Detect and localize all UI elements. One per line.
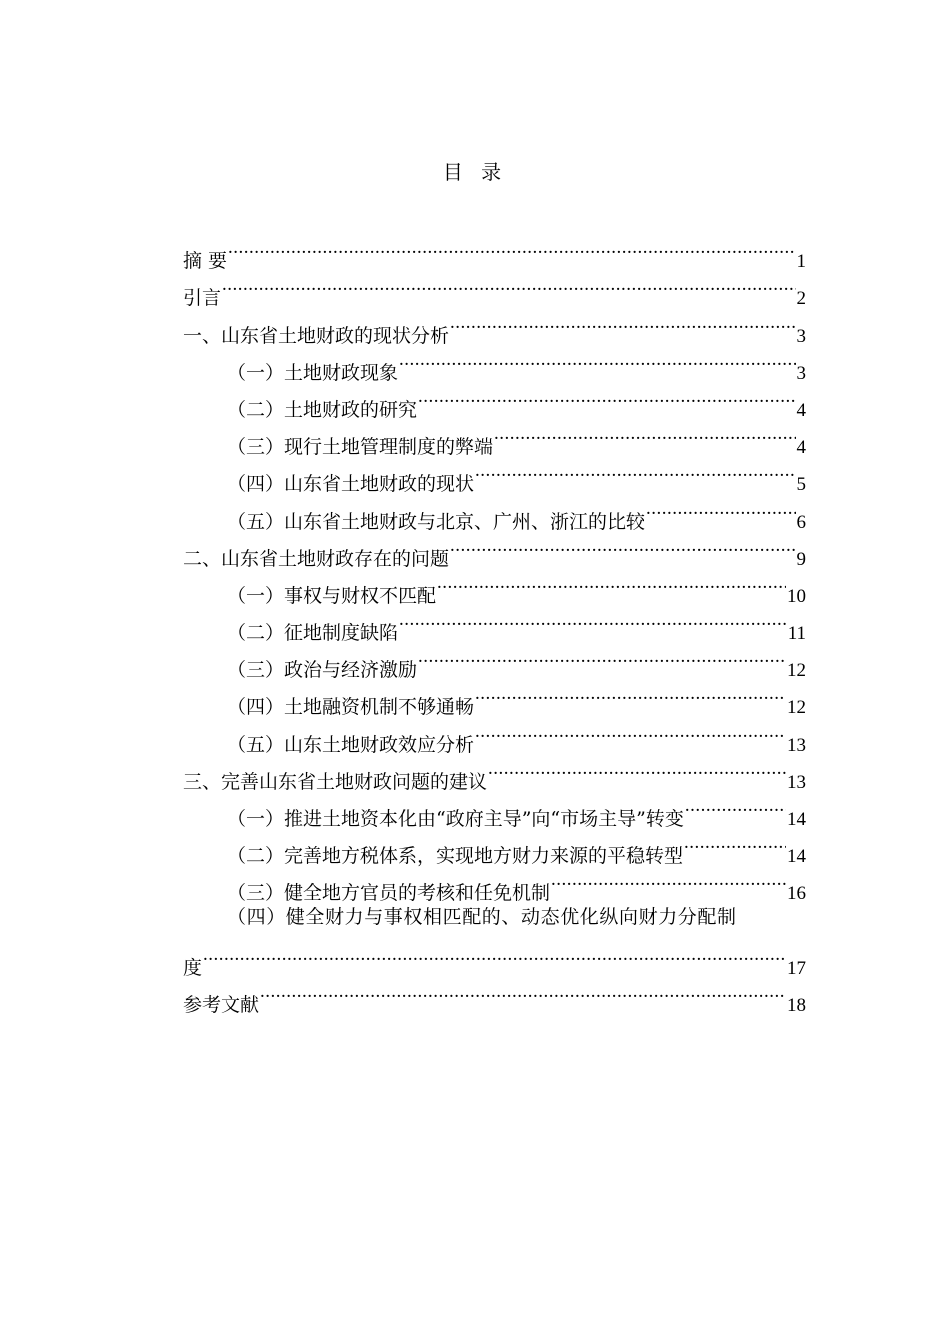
toc-entry-page: 6 bbox=[796, 511, 806, 533]
dot-leader bbox=[684, 825, 786, 862]
toc-entry-page: 13 bbox=[787, 734, 806, 756]
toc-entry-label: 摘 要 bbox=[183, 250, 228, 273]
toc-entry-references[interactable] bbox=[183, 974, 806, 1016]
toc-entry-page: 1 bbox=[796, 251, 806, 273]
dot-leader bbox=[418, 379, 795, 416]
toc-entry-page: 4 bbox=[796, 399, 806, 421]
dot-leader bbox=[203, 937, 786, 974]
toc-entry-label: 度 bbox=[183, 956, 203, 979]
toc-entry-introduction[interactable] bbox=[183, 267, 806, 310]
toc-entry-page: 14 bbox=[787, 809, 806, 830]
toc-entry-label: （五）山东省土地财政与北京、广州、浙江的比较 bbox=[227, 510, 646, 533]
toc-entry-page: 16 bbox=[787, 883, 806, 905]
toc-entry-page: 14 bbox=[787, 846, 806, 868]
dot-leader bbox=[551, 862, 786, 899]
toc-entry-label: （二）完善地方税体系，实现地方财力来源的平稳转型 bbox=[227, 845, 684, 868]
toc-entry-abstract[interactable] bbox=[183, 230, 806, 273]
dot-leader bbox=[475, 453, 795, 490]
toc-title: 目 录 bbox=[442, 160, 508, 184]
dot-leader bbox=[418, 639, 786, 676]
toc-entry-page: 4 bbox=[796, 437, 806, 459]
toc-entry-label: （一）推进土地资本化由“政府主导”向“市场主导”转变 bbox=[227, 808, 684, 830]
toc-entry-page: 17 bbox=[787, 957, 806, 979]
toc-entry-label: 二、山东省土地财政存在的问题 bbox=[183, 547, 450, 570]
toc-entry-label: （一）事权与财权不匹配 bbox=[227, 584, 437, 607]
toc-entry-page: 2 bbox=[796, 288, 806, 310]
dot-leader bbox=[450, 304, 795, 341]
toc-entry-label: 一、山东省土地财政的现状分析 bbox=[183, 324, 450, 347]
toc-entry-page: 3 bbox=[796, 325, 806, 347]
dot-leader bbox=[260, 974, 786, 1011]
toc-entry-section-3-4-line1[interactable]: （四）健全财力与事权相匹配的、动态优化纵向财力分配制 bbox=[227, 906, 737, 929]
toc-entry-label: 三、完善山东省土地财政问题的建议 bbox=[183, 770, 488, 793]
toc-entry-label: （四）土地融资机制不够通畅 bbox=[227, 696, 475, 719]
dot-leader bbox=[475, 676, 786, 713]
toc-entry-label: （二）征地制度缺陷 bbox=[227, 622, 399, 645]
dot-leader bbox=[646, 490, 795, 527]
dot-leader bbox=[228, 230, 795, 267]
toc-entry-page: 5 bbox=[796, 474, 806, 496]
toc-entry-page: 18 bbox=[787, 994, 806, 1016]
toc-entry-label: （三）健全地方官员的考核和任免机制 bbox=[227, 882, 551, 905]
dot-leader bbox=[399, 342, 795, 379]
toc-entry-section-3-4-line2[interactable] bbox=[183, 937, 806, 979]
toc-entry-page: 12 bbox=[787, 660, 806, 682]
dot-leader bbox=[437, 565, 786, 602]
toc-entry-page: 12 bbox=[787, 697, 806, 719]
dot-leader bbox=[450, 528, 795, 565]
toc-entry-label: （三）政治与经济激励 bbox=[227, 659, 418, 682]
toc-entry-label: （四）山东省土地财政的现状 bbox=[227, 473, 475, 496]
dot-leader bbox=[222, 267, 795, 304]
dot-leader bbox=[488, 751, 786, 788]
toc-entry-label: 参考文献 bbox=[183, 993, 260, 1016]
dot-leader bbox=[475, 713, 786, 750]
dot-leader bbox=[399, 602, 787, 639]
dot-leader bbox=[494, 416, 795, 453]
toc-entry-page: 11 bbox=[787, 623, 806, 645]
toc-entry-chapter-1[interactable] bbox=[183, 304, 806, 347]
toc-entry-label: （二）土地财政的研究 bbox=[227, 398, 418, 421]
toc-entry-page: 9 bbox=[796, 548, 806, 570]
toc-entry-label: （三）现行土地管理制度的弊端 bbox=[227, 436, 494, 459]
toc-entry-page: 13 bbox=[787, 771, 806, 793]
toc-entry-page: 10 bbox=[787, 585, 806, 607]
dot-leader bbox=[685, 788, 786, 825]
toc-entry-label: （五）山东土地财政效应分析 bbox=[227, 733, 475, 756]
toc-entry-page: 3 bbox=[796, 362, 806, 384]
table-of-contents bbox=[183, 230, 806, 1016]
toc-entry-label: 引言 bbox=[183, 287, 222, 310]
toc-entry-label: （一）土地财政现象 bbox=[227, 361, 399, 384]
